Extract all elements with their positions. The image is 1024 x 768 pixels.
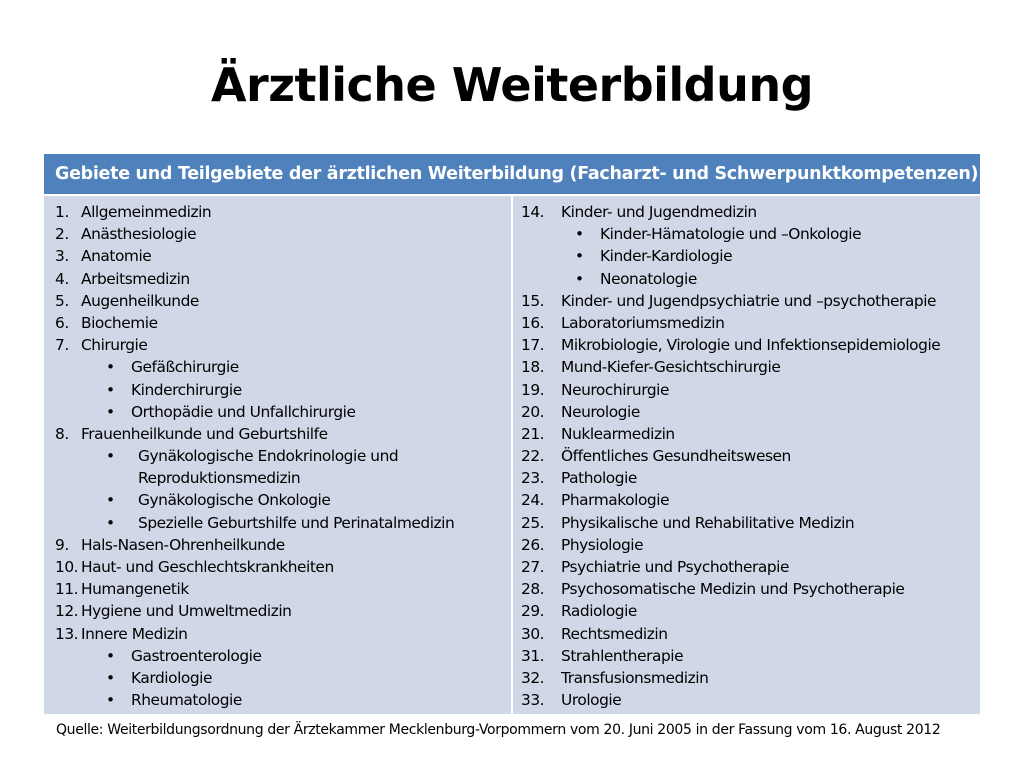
item-label: Urologie	[561, 691, 622, 710]
item-label: Neurologie	[561, 402, 640, 421]
item-number: 11.	[55, 580, 79, 599]
subspecialty-item	[44, 356, 511, 378]
subitem-label: Kinder-Hämatologie und –Onkologie	[600, 225, 862, 244]
subitem-label: Kinderchirurgie	[131, 380, 242, 399]
item-number: 21.	[521, 424, 545, 443]
bullet-icon: •	[106, 691, 115, 710]
item-label: Augenheilkunde	[81, 291, 199, 310]
specialty-item	[513, 689, 980, 711]
bullet-icon: •	[106, 513, 115, 532]
subitem-label: Orthopädie und Unfallchirurgie	[131, 402, 356, 421]
item-number: 33.	[521, 691, 545, 710]
item-number: 24.	[521, 491, 545, 510]
subspecialty-item	[513, 268, 980, 290]
item-number: 6.	[55, 313, 69, 332]
specialty-item	[44, 423, 511, 445]
item-number: 17.	[521, 336, 545, 355]
specialty-item	[513, 334, 980, 356]
item-number: 29.	[521, 602, 545, 621]
item-label: Rechtsmedizin	[561, 624, 668, 643]
specialty-item	[513, 645, 980, 667]
table-header: Gebiete und Teilgebiete der ärztlichen Weiterbildung (Facharzt- und Schwerpunktkompetenzen)	[44, 154, 980, 194]
subspecialty-item	[44, 689, 511, 711]
item-number: 3.	[55, 247, 69, 266]
specialty-item	[44, 245, 511, 267]
specialty-item	[513, 290, 980, 312]
item-number: 19.	[521, 380, 545, 399]
bullet-icon: •	[575, 247, 584, 266]
table-column-left	[44, 196, 511, 714]
bullet-icon: •	[106, 646, 115, 665]
specialty-item	[513, 356, 980, 378]
specialty-item	[44, 600, 511, 622]
specialty-list-left	[44, 201, 511, 711]
subitem-label: Rheumatologie	[131, 691, 242, 710]
subitem-label: Gastroenterologie	[131, 646, 262, 665]
subspecialty-item	[44, 645, 511, 667]
item-label: Physiologie	[561, 535, 644, 554]
item-label: Chirurgie	[81, 336, 148, 355]
item-label: Frauenheilkunde und Geburtshilfe	[81, 424, 328, 443]
item-label: Mikrobiologie, Virologie und Infektionsepidemiologie	[561, 336, 941, 355]
specialty-item	[513, 467, 980, 489]
specialty-item	[44, 334, 511, 356]
specialty-item	[513, 623, 980, 645]
item-label: Hals-Nasen-Ohrenheilkunde	[81, 535, 285, 554]
item-label: Kinder- und Jugendmedizin	[561, 203, 757, 221]
item-number: 9.	[55, 535, 69, 554]
item-number: 14.	[521, 203, 545, 221]
item-label: Pharmakologie	[561, 491, 670, 510]
subspecialty-item	[44, 401, 511, 423]
item-number: 31.	[521, 646, 545, 665]
specialty-item	[513, 489, 980, 511]
item-label: Öffentliches Gesundheitswesen	[561, 447, 791, 466]
item-number: 4.	[55, 269, 69, 288]
specialty-item	[44, 268, 511, 290]
bullet-icon: •	[106, 668, 115, 687]
specialty-item	[44, 534, 511, 556]
item-number: 13.	[55, 624, 79, 643]
subitem-label: Kinder-Kardiologie	[600, 247, 733, 266]
item-label: Hygiene und Umweltmedizin	[81, 602, 292, 621]
subspecialty-item	[44, 445, 511, 467]
specialty-item	[44, 201, 511, 223]
subspecialty-item	[44, 512, 511, 534]
specialty-item	[44, 578, 511, 600]
item-number: 7.	[55, 336, 69, 355]
table-column-right	[513, 196, 980, 714]
bullet-icon: •	[106, 447, 115, 466]
bullet-icon: •	[575, 225, 584, 244]
bullet-icon: •	[106, 358, 115, 377]
specialty-item	[513, 445, 980, 467]
item-label: Pathologie	[561, 469, 637, 488]
item-label: Biochemie	[81, 313, 158, 332]
item-number: 25.	[521, 513, 545, 532]
item-label: Arbeitsmedizin	[81, 269, 190, 288]
subspecialty-item-continuation	[44, 467, 511, 489]
item-number: 1.	[55, 203, 69, 221]
item-label: Psychiatrie und Psychotherapie	[561, 558, 790, 576]
item-label: Transfusionsmedizin	[561, 668, 709, 687]
subitem-label: Gefäßchirurgie	[131, 358, 239, 377]
subitem-label: Kardiologie	[131, 668, 213, 687]
subspecialty-item	[44, 489, 511, 511]
item-label: Physikalische und Rehabilitative Medizin	[561, 513, 855, 532]
item-label: Anatomie	[81, 247, 152, 266]
specialty-item	[513, 401, 980, 423]
item-number: 2.	[55, 225, 69, 244]
bullet-icon: •	[575, 269, 584, 288]
item-label: Haut- und Geschlechtskrankheiten	[81, 558, 334, 576]
subspecialty-item	[513, 245, 980, 267]
subspecialty-item	[44, 667, 511, 689]
bullet-icon: •	[106, 380, 115, 399]
specialty-item	[44, 623, 511, 645]
item-number: 30.	[521, 624, 545, 643]
specialty-item	[513, 379, 980, 401]
item-label: Neurochirurgie	[561, 380, 669, 399]
item-label: Allgemeinmedizin	[81, 203, 212, 221]
item-number: 23.	[521, 469, 545, 488]
specialty-item	[44, 290, 511, 312]
specialty-item	[513, 423, 980, 445]
subitem-label: Spezielle Geburtshilfe und Perinatalmedizin	[138, 513, 455, 532]
item-label: Humangenetik	[81, 580, 189, 599]
item-number: 20.	[521, 402, 545, 421]
specialty-list-right	[513, 201, 980, 711]
item-label: Kinder- und Jugendpsychiatrie und –psychotherapie	[561, 291, 937, 310]
subitem-label: Gynäkologische Endokrinologie und	[138, 447, 399, 466]
item-number: 22.	[521, 447, 545, 466]
specialty-item	[44, 556, 511, 578]
specialty-item	[513, 312, 980, 334]
item-number: 10.	[55, 558, 79, 576]
specialty-item	[513, 667, 980, 689]
item-label: Laboratoriumsmedizin	[561, 313, 725, 332]
item-label: Strahlentherapie	[561, 646, 684, 665]
subitem-label: Reproduktionsmedizin	[138, 469, 301, 488]
specialties-table	[44, 154, 980, 714]
subspecialty-item	[513, 223, 980, 245]
item-number: 26.	[521, 535, 545, 554]
item-label: Psychosomatische Medizin und Psychotherapie	[561, 580, 905, 599]
bullet-icon: •	[106, 491, 115, 510]
item-number: 28.	[521, 580, 545, 599]
item-number: 15.	[521, 291, 545, 310]
page-title: Ärztliche Weiterbildung	[210, 58, 814, 112]
item-number: 8.	[55, 424, 69, 443]
specialty-item	[513, 578, 980, 600]
specialty-item	[513, 512, 980, 534]
specialty-item	[513, 556, 980, 578]
specialty-item	[513, 600, 980, 622]
specialty-item	[513, 534, 980, 556]
subitem-label: Gynäkologische Onkologie	[138, 491, 331, 510]
bullet-icon: •	[106, 402, 115, 421]
source-note: Quelle: Weiterbildungsordnung der Ärztekammer Mecklenburg-Vorpommern vom 20. Juni 2005 in der Fassung vom 16. August 2012	[56, 722, 941, 738]
item-label: Anästhesiologie	[81, 225, 197, 244]
item-number: 16.	[521, 313, 545, 332]
item-label: Mund-Kiefer-Gesichtschirurgie	[561, 358, 781, 377]
item-number: 12.	[55, 602, 79, 621]
item-label: Innere Medizin	[81, 624, 188, 643]
subitem-label: Neonatologie	[600, 269, 697, 288]
item-number: 27.	[521, 558, 545, 576]
specialty-item	[513, 201, 980, 223]
specialty-item	[44, 312, 511, 334]
specialty-item	[44, 223, 511, 245]
item-label: Radiologie	[561, 602, 637, 621]
item-number: 5.	[55, 291, 69, 310]
item-number: 32.	[521, 668, 545, 687]
subspecialty-item	[44, 379, 511, 401]
item-label: Nuklearmedizin	[561, 424, 675, 443]
item-number: 18.	[521, 358, 545, 377]
